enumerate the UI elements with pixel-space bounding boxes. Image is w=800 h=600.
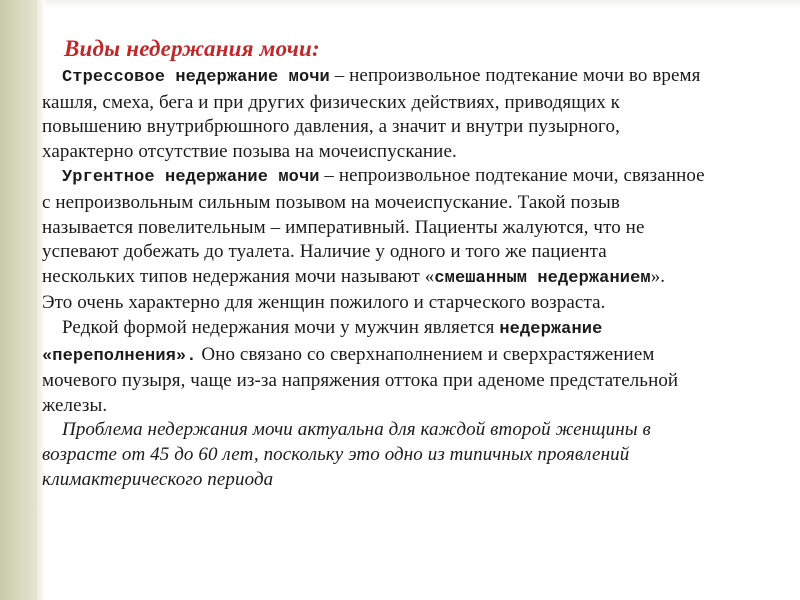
term-mixed: смешанным недержанием [434, 268, 651, 288]
paragraph-stress-incontinence: Стрессовое недержание мочи – непроизвольное подтекание мочи во время кашля, смеха, бега и при других физических действиях, приводящих к повышению внутрибрюшного давления, а значит и внутри пузырного, характерно отсутствие позыва на мочеиспускание. [42, 65, 701, 162]
paragraph-overflow-incontinence: Редкой формой недержания мочи у мужчин является недержание «переполнения». Оно связано со сверхнаполнением и сверхрастяжением мочевого пузыря, чаще из-за напряжения оттока при аденоме предстательной железы. [42, 316, 679, 416]
term-urgent: Ургентное недержание мочи [62, 168, 320, 188]
paragraph-urgent-incontinence: Ургентное недержание мочи – непроизвольное подтекание мочи, связанное с непроизвольным сильным позывом на мочеиспускание. Такой позыв называется повелительным – императивный. Пациенты жалуются, что не успевают добежать до туалета. Наличие у одного и того же пациента нескольких типов недержания мочи называют «смешанным недержанием». Это очень характерно для женщин пожилого и старческого возраста. [42, 165, 705, 314]
decorative-top-strip [45, 0, 800, 8]
slide-heading: Виды недержания мочи: [64, 36, 320, 61]
term-overflow-2: «переполнения». [42, 346, 197, 366]
term-overflow-1: недержание [499, 319, 603, 339]
paragraph-note: Проблема недержания мочи актуальна для каждой второй женщины в возрасте от 45 до 60 лет, поскольку это одно из типичных проявлений климактерического периода [42, 419, 651, 490]
term-stress: Стрессовое недержание мочи [62, 68, 330, 87]
slide-content [42, 36, 792, 492]
decorative-side-bar [0, 0, 37, 600]
